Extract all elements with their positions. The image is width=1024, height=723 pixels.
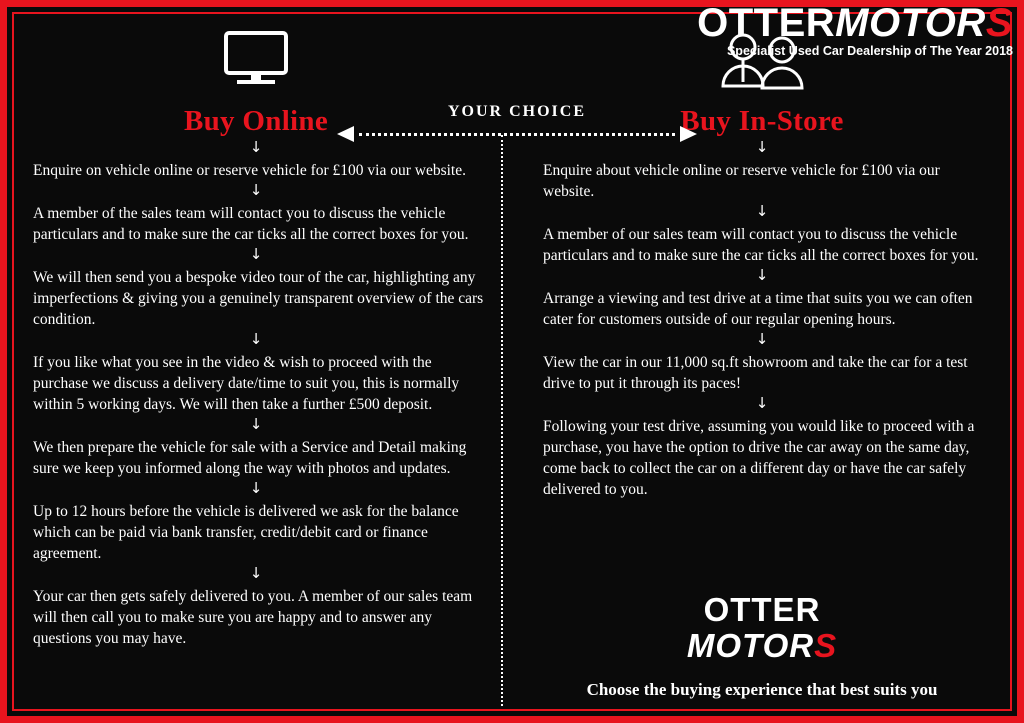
double-arrow-icon: [337, 125, 697, 143]
brand-s-text: S: [985, 1, 1013, 45]
step-arrow: ↓: [249, 330, 263, 348]
buy-in-store-column: [527, 7, 997, 500]
step-item: A member of the sales team will contact you to discuss the vehicle particulars and to make sure the car ticks all the correct boxes for you.: [33, 205, 469, 243]
brand-otter-text: OTTER: [697, 1, 836, 45]
arrow-right-icon: [680, 126, 697, 142]
two-people-icon: [527, 7, 997, 103]
step-arrow: ↓: [249, 245, 263, 263]
step-item: Your car then gets safely delivered to you. A member of our sales team will then call you to make sure you are happy and to answer any questions you may have.: [33, 588, 473, 647]
footer-motor-text: MOTOR: [686, 627, 815, 664]
footer-s-text: S: [814, 627, 838, 664]
step-arrow: ↓: [249, 138, 263, 156]
dotted-connector: [359, 133, 675, 136]
step-arrow: ↓: [755, 138, 769, 156]
arrow-left-icon: [337, 126, 354, 142]
footer-otter-text: OTTER: [703, 591, 821, 628]
step-item: Enquire on vehicle online or reserve vehicle for £100 via our website.: [33, 162, 466, 179]
footer-strapline: Choose the buying experience that best suits you: [586, 680, 938, 699]
column-divider: [501, 135, 503, 706]
step-arrow: ↓: [249, 564, 263, 582]
step-arrow: ↓: [755, 330, 769, 348]
step-item: We will then send you a bespoke video tour of the car, highlighting any imperfections & giving you a genuinely transparent overview of the cars condition.: [33, 269, 484, 328]
step-item: Following your test drive, assuming you would like to proceed with a purchase, you have the option to drive the car away on the same day, come back to collect the car on a different day or have the car safely delivered to you.: [543, 418, 975, 498]
step-arrow: ↓: [755, 202, 769, 220]
brand-tagline: Specialist Used Car Dealership of The Year 2018: [726, 44, 1013, 58]
brand-motor-text: MOTOR: [835, 1, 986, 45]
your-choice-label: YOUR CHOICE: [447, 103, 586, 120]
step-item: Enquire about vehicle online or reserve vehicle for £100 via our website.: [543, 162, 940, 200]
step-item: Up to 12 hours before the vehicle is delivered we ask for the balance which can be paid via bank transfer, credit/debit card or finance agreement.: [33, 503, 459, 562]
step-item: We then prepare the vehicle for sale with a Service and Detail making sure we keep you informed along the way with photos and updates.: [33, 439, 467, 477]
monitor-icon: [21, 7, 491, 103]
step-item: View the car in our 11,000 sq.ft showroom and take the car for a test drive to put it through its paces!: [543, 354, 968, 392]
footer-motor-logo: [527, 628, 997, 664]
buy-online-title: Buy Online: [183, 105, 329, 137]
step-arrow: ↓: [249, 181, 263, 199]
step-item: Arrange a viewing and test drive at a time that suits you we can often cater for customers outside of our regular opening hours.: [543, 290, 973, 328]
step-arrow: ↓: [249, 415, 263, 433]
step-arrow: ↓: [755, 394, 769, 412]
your-choice-banner: [337, 103, 697, 143]
step-item: If you like what you see in the video & wish to proceed with the purchase we discuss a delivery date/time to suit you, this is normally within 5 working days. We will then take a further £500 deposit.: [33, 354, 460, 413]
columns-wrapper: [7, 7, 1017, 716]
step-arrow: ↓: [249, 479, 263, 497]
buy-in-store-title: Buy In-Store: [680, 105, 844, 137]
footer-logo-block: [527, 592, 997, 700]
step-item: A member of our sales team will contact you to discuss the vehicle particulars and to make sure the car ticks all the correct boxes for you.: [543, 226, 979, 264]
step-arrow: ↓: [755, 266, 769, 284]
